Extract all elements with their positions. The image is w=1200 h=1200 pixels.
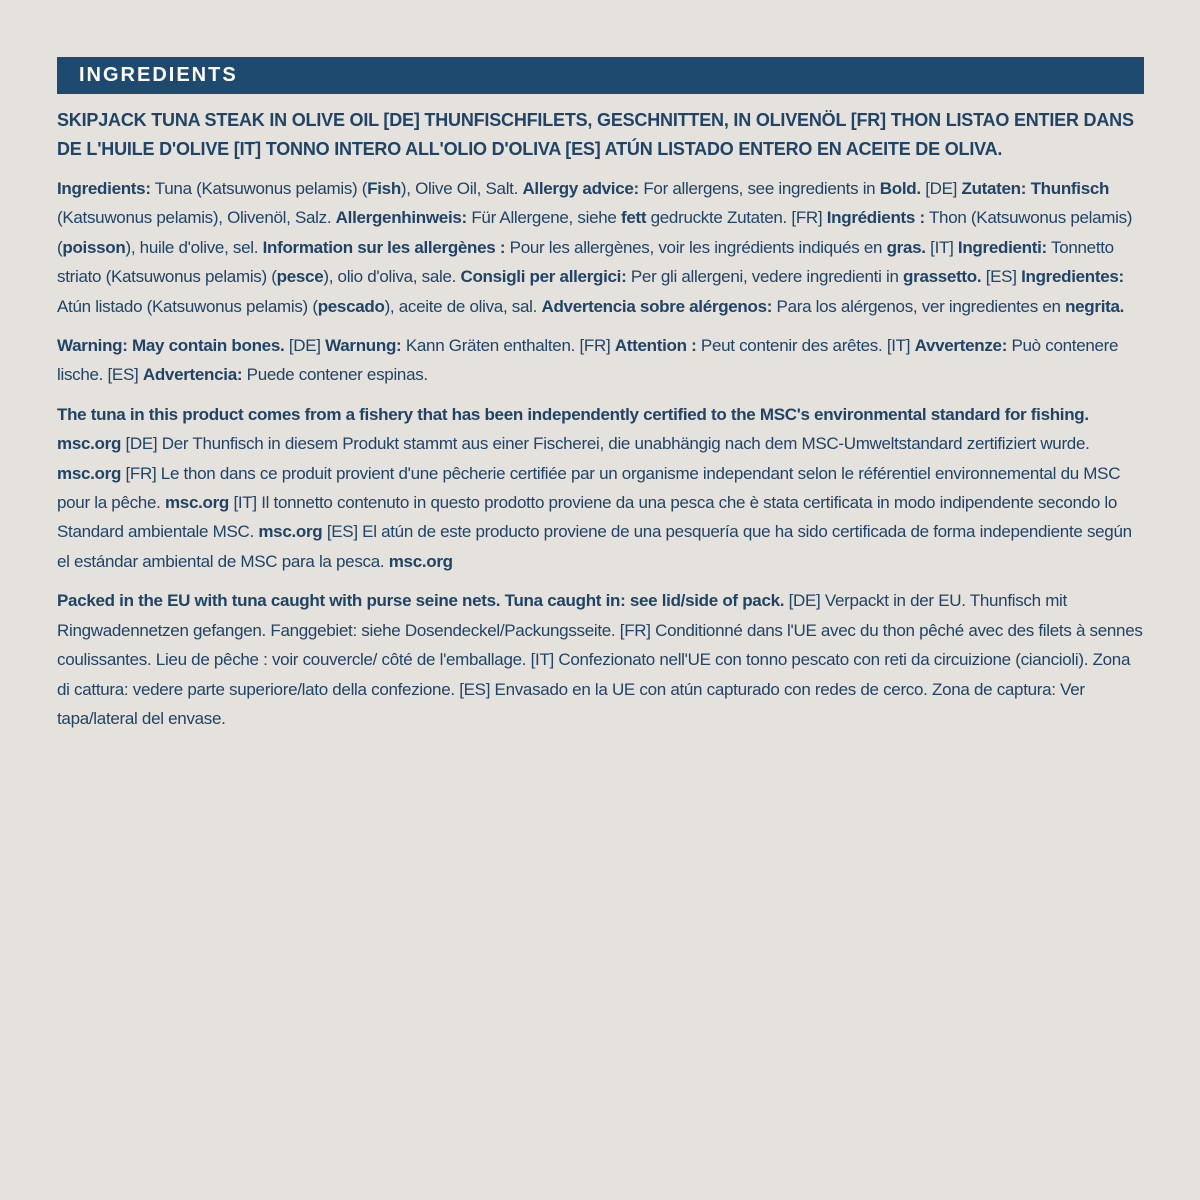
text-run: ), Olive Oil, Salt. (400, 179, 523, 198)
text-run: [FR] Le thon dans ce produit provient d'une pêcherie certifiée par un organisme independant selon le référentiel environnemental du MSC pour la pêche. (57, 463, 1121, 513)
product-title: SKIPJACK TUNA STEAK IN OLIVE OIL [DE] THUNFISCHFILETS, GESCHNITTEN, IN OLIVENÖL [FR] THON LISTAO ENTIER DANS DE L'HUILE D'OLIVE [IT] TONNO INTERO ALL'OLIO D'OLIVA [ES] ATÚN LISTADO ENTERO EN ACEITE DE OLIVA. (57, 110, 1134, 159)
bold-text-run: msc.org (164, 493, 230, 513)
text-run: For allergens, see ingredients in (638, 179, 880, 198)
text-run: ), aceite de oliva, sal. (384, 296, 542, 316)
bold-text-run: pesce (276, 267, 324, 287)
text-run: Tonnetto striato (Katsuwonus pelamis) ( (57, 237, 1114, 287)
bold-text-run: Ingredienti: (957, 237, 1047, 257)
bold-text-run: Advertencia: (142, 365, 243, 385)
text-run: Kann Gräten enthalten. [FR] (401, 336, 615, 356)
bold-text-run: Fish (367, 179, 401, 198)
text-run: Thon (Katsuwonus pelamis) ( (57, 208, 1133, 257)
bold-text-run: msc.org (258, 522, 323, 542)
text-run: Pour les allergènes, voir les ingrédients indiqués en (505, 237, 887, 257)
text-run: Puede contener espinas. (242, 365, 428, 385)
text-run: [DE] (284, 336, 326, 356)
bold-text-run: negrita. (1065, 296, 1125, 316)
header-bar (57, 57, 1144, 94)
bold-text-run: Consigli per allergici: (460, 267, 627, 287)
bold-text-run: Thunfisch (1030, 179, 1110, 198)
bold-text-run: Ingredientes: (1021, 267, 1124, 287)
text-run: [IT] Il tonnetto contenuto in questo prodotto proviene da una pesca che è stata certificata in modo indipendente secondo lo Standard ambientale MSC. (57, 493, 1118, 542)
text-run: ), huile d'olive, sel. (125, 237, 263, 257)
bold-text-run: Information sur les allergènes : (262, 237, 506, 257)
text-run: Può contenere lische. [ES] (57, 336, 1119, 385)
bold-text-run: Attention : (614, 336, 697, 356)
bold-text-run: msc.org (57, 463, 122, 483)
text-run: Tuna (Katsuwonus pelamis) ( (150, 179, 368, 198)
paragraph-ingredients (57, 174, 1144, 321)
text-run: Per gli allergeni, vedere ingredienti in (626, 267, 904, 287)
bold-text-run: grassetto. (903, 267, 982, 287)
text-run: Atún listado (Katsuwonus pelamis) ( (57, 296, 318, 316)
bold-text-run: Ingredients: (57, 179, 151, 198)
bold-text-run: The tuna in this product comes from a fishery that has been independently certified to the MSC's environmental standard for fishing. msc.org (57, 404, 1089, 454)
bold-text-run: poisson (62, 237, 126, 257)
paragraph-msc (57, 400, 1144, 576)
bold-text-run: fett (620, 208, 647, 228)
bold-text-run: Warnung: (325, 336, 402, 356)
bold-text-run: Advertencia sobre alérgenos: (541, 296, 773, 316)
text-run: [IT] (925, 237, 958, 257)
bold-text-run: Bold. (879, 179, 921, 198)
text-run: Para los alérgenos, ver ingredientes en (772, 296, 1066, 316)
bold-text-run: Allergy advice: (522, 179, 639, 198)
bold-text-run: gras. (886, 237, 926, 257)
header-title: INGREDIENTS (79, 64, 238, 86)
text-run: [DE] (920, 179, 962, 198)
bold-text-run: Zutaten: (961, 179, 1027, 198)
text-run: [DE] Verpackt in der EU. Thunfisch mit Ringwadennetzen gefangen. Fanggebiet: siehe Dosendeckel/Packungsseite. [FR] Conditionné dans l'UE avec du thon pêché avec des filets à sennes coulissantes. Lieu de pêche : voir couvercle/ côté de l'emballage. [IT] Confezionato nell'UE con tonno pescato con reti da circuizione (ciancioli). Zona di cattura: vedere parte superiore/lato della confezione. [ES] Envasado en la UE con atún capturado con redes de cerco. Zona de captura: Ver tapa/lateral del envase. (57, 591, 1143, 728)
text-run: Peut contenir des arêtes. [IT] (696, 336, 915, 356)
paragraph-packed (57, 586, 1144, 733)
text-run: [ES] (981, 267, 1022, 287)
bold-text-run: Warning: May contain bones. (57, 336, 285, 356)
text-run: Für Allergene, siehe (466, 208, 621, 228)
bold-text-run: msc.org (388, 551, 453, 571)
bold-text-run: Packed in the EU with tuna caught with purse seine nets. Tuna caught in: see lid/side of pack. (57, 591, 785, 611)
ingredients-panel (57, 57, 1144, 733)
paragraph-warning (57, 331, 1144, 390)
bold-text-run: Avvertenze: (914, 336, 1008, 356)
bold-text-run: pescado (317, 296, 385, 316)
text-run: ), olio d'oliva, sale. (323, 267, 461, 287)
text-run: gedruckte Zutaten. [FR] (646, 208, 827, 228)
bold-text-run: Ingrédients : (826, 208, 925, 228)
bold-text-run: Allergenhinweis: (335, 208, 467, 228)
text-run: [DE] Der Thunfisch in diesem Produkt stammt aus einer Fischerei, die unabhängig nach dem MSC-Umweltstandard zertifiziert wurde. (121, 434, 1090, 454)
text-run: [ES] El atún de este producto proviene de una pesquería que ha sido certificada de forma independiente según el estándar ambiental de MSC para la pesca. (57, 522, 1132, 571)
text-run: (Katsuwonus pelamis), Olivenöl, Salz. (57, 208, 336, 228)
